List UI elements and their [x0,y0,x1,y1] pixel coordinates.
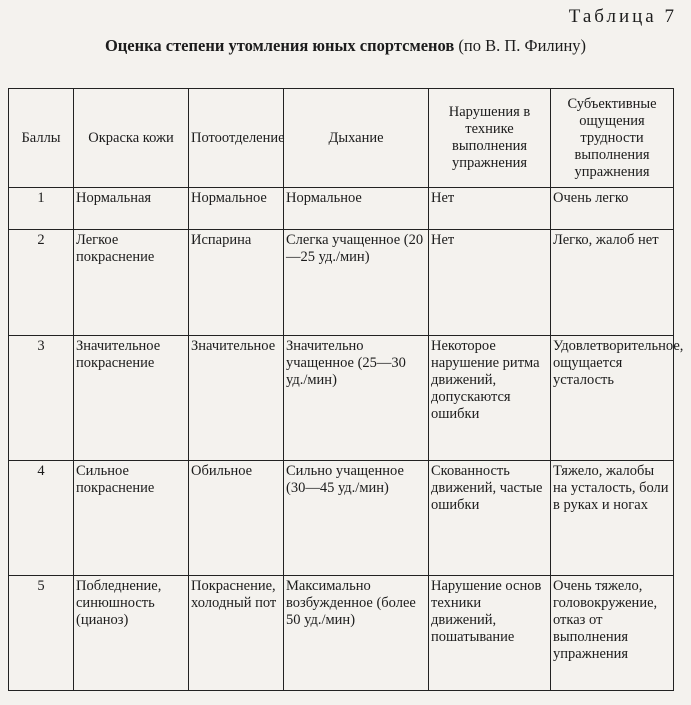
cell-skin: Нормальная [74,188,189,230]
cell-feeling: Тяжело, жалобы на усталость, боли в руках и ногах [551,461,674,576]
cell-technique: Нет [429,230,551,336]
table-header-row [9,89,674,188]
cell-feeling: Очень тяжело, головокружение, отказ от выполнения упражнения [551,576,674,691]
cell-feeling: Легко, жалоб нет [551,230,674,336]
table-row [9,576,674,691]
cell-sweat: Нормальное [189,188,284,230]
table-number-label: Таблица 7 [568,6,677,27]
cell-score: 3 [9,336,74,461]
col-header-sweat: Потоотделение [189,89,284,188]
cell-sweat: Обильное [189,461,284,576]
cell-breath: Нормальное [284,188,429,230]
cell-sweat: Значительное [189,336,284,461]
table-row [9,336,674,461]
cell-skin: Сильное покраснение [74,461,189,576]
cell-technique: Нарушение основ техники движений, пошатывание [429,576,551,691]
cell-score: 4 [9,461,74,576]
cell-sweat: Покраснение, холодный пот [189,576,284,691]
cell-score: 1 [9,188,74,230]
cell-skin: Значительное покраснение [74,336,189,461]
cell-skin: Легкое покраснение [74,230,189,336]
title-attribution: (по В. П. Филину) [458,36,587,55]
page-title [0,36,691,56]
table-row [9,230,674,336]
cell-skin: Побледнение, синюшность (цианоз) [74,576,189,691]
cell-technique: Нет [429,188,551,230]
col-header-technique: Нарушения в технике выполнения упражнения [429,89,551,188]
cell-breath: Слегка учащенное (20—25 уд./мин) [284,230,429,336]
title-main: Оценка степени утомления юных спортсменов [104,36,455,55]
cell-feeling: Удовлетворительное, ощущается усталость [551,336,674,461]
cell-technique: Некоторое нарушение ритма движений, допускаются ошибки [429,336,551,461]
table-row [9,461,674,576]
cell-breath: Значительно учащенное (25—30 уд./мин) [284,336,429,461]
cell-feeling: Очень легко [551,188,674,230]
col-header-score: Баллы [9,89,74,188]
cell-score: 5 [9,576,74,691]
cell-breath: Сильно учащенное (30—45 уд./мин) [284,461,429,576]
cell-sweat: Испарина [189,230,284,336]
col-header-skin: Окраска кожи [74,89,189,188]
cell-breath: Максимально возбужденное (более 50 уд./мин) [284,576,429,691]
cell-score: 2 [9,230,74,336]
fatigue-table [8,88,684,691]
cell-technique: Скованность движений, частые ошибки [429,461,551,576]
col-header-feeling: Субъективные ощущения трудности выполнения упражнения [551,89,674,188]
table-row [9,188,674,230]
col-header-breath: Дыхание [284,89,429,188]
